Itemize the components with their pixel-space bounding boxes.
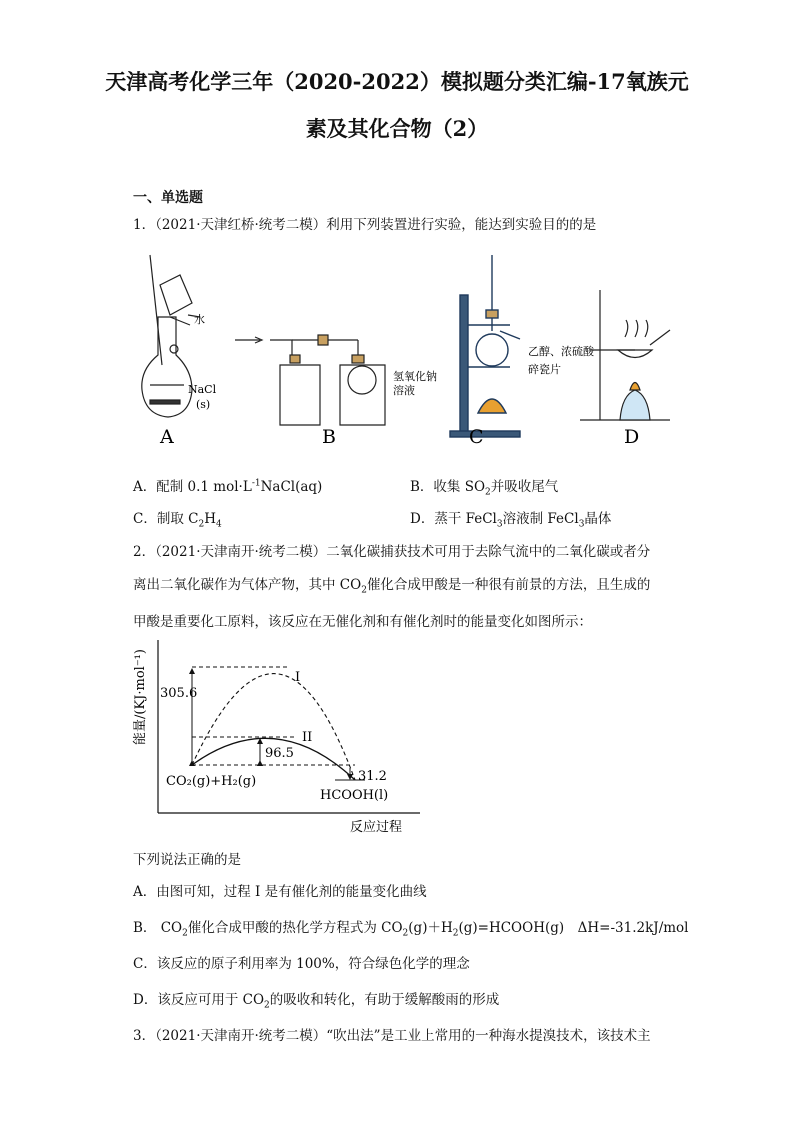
apparatus-label-d: D [624, 426, 640, 445]
apparatus-c-eth: 乙醇、浓硫酸 [528, 345, 594, 358]
label-curve-ii: II [302, 730, 313, 745]
q2-option-c[interactable]: C．该反应的原子利用率为 100%，符合绿色化学的理念 [133, 956, 470, 972]
apparatus-b-naoh1: 氢氧化钠 [393, 370, 437, 383]
energy-diagram [130, 635, 430, 840]
q2-after: 下列说法正确的是 [133, 852, 241, 868]
label-31: 31.2 [358, 769, 387, 784]
apparatus-a-s: (s) [196, 398, 211, 411]
apparatus-label-a: A [160, 426, 174, 445]
apparatus-label-b: B [322, 426, 336, 445]
q2-stem-2: 离出二氧化碳作为气体产物，其中 $CO_2$催化合成甲酸是一种很有前景的方法，且生成的 [133, 577, 651, 596]
apparatus-b-naoh2: 溶液 [393, 384, 415, 397]
section-heading: 一、单选题 [133, 190, 203, 206]
q1-option-c[interactable]: C．制取 $C_2H_4$ [133, 511, 222, 530]
energy-x-label: 反应过程 [350, 820, 403, 835]
apparatus-c [450, 255, 520, 437]
label-curve-i: I [295, 670, 301, 685]
doc-title-line1: 天津高考化学三年（2020-2022）模拟题分类汇编-17氧族元 [105, 69, 689, 94]
apparatus-b [235, 335, 385, 425]
product-label: HCOOH(l) [320, 788, 389, 803]
curve-i [192, 674, 355, 780]
label-305: 305.6 [160, 686, 198, 701]
q1-option-a[interactable]: A．配制 0.1 $mol\cdot L^{-1}NaCl(aq)$ [133, 478, 323, 495]
q2-stem-1: 2．（2021·天津南开·统考二模）二氧化碳捕获技术可用于去除气流中的二氧化碳或者分 [133, 544, 651, 560]
reactant-label: CO₂(g)+H₂(g) [166, 774, 257, 789]
q1-option-b[interactable]: B．收集 $SO_2$并吸收尾气 [410, 479, 559, 498]
apparatus-a-water: 水 [194, 313, 205, 326]
q2-option-b[interactable]: B． $CO_2$催化合成甲酸的热化学方程式为 $CO_2(g)+H_2(g)=HCOOH(g)$ ΔH=-31.2kJ/mol [133, 920, 689, 939]
q2-stem-3: 甲酸是重要化工原料，该反应在无催化剂和有催化剂时的能量变化如图所示： [133, 614, 592, 630]
apparatus-c-chip: 碎瓷片 [528, 363, 561, 376]
q2-option-d[interactable]: D．该反应可用于 $CO_2$的吸收和转化，有助于缓解酸雨的形成 [133, 992, 500, 1011]
q3-stem: 3．（2021·天津南开·统考二模）“吹出法”是工业上常用的一种海水提溴技术，该技术主 [133, 1028, 651, 1044]
q1-stem: 1．（2021·天津红桥·统考二模）利用下列装置进行实验，能达到实验目的的是 [133, 217, 597, 233]
q2-option-a[interactable]: A．由图可知，过程 I 是有催化剂的能量变化曲线 [133, 884, 427, 900]
q1-option-d[interactable]: D．蒸干 FeCl$_3$溶液制 FeCl$_3$晶体 [410, 511, 612, 530]
doc-title-line2: 素及其化合物（2） [305, 116, 489, 141]
apparatus-a-nacl: NaCl [188, 383, 217, 396]
label-96: 96.5 [265, 746, 294, 761]
q1-apparatus-figure [130, 245, 690, 445]
apparatus-label-c: C [469, 426, 484, 445]
energy-y-label: 能量/(KJ·mol⁻¹) [133, 649, 148, 745]
